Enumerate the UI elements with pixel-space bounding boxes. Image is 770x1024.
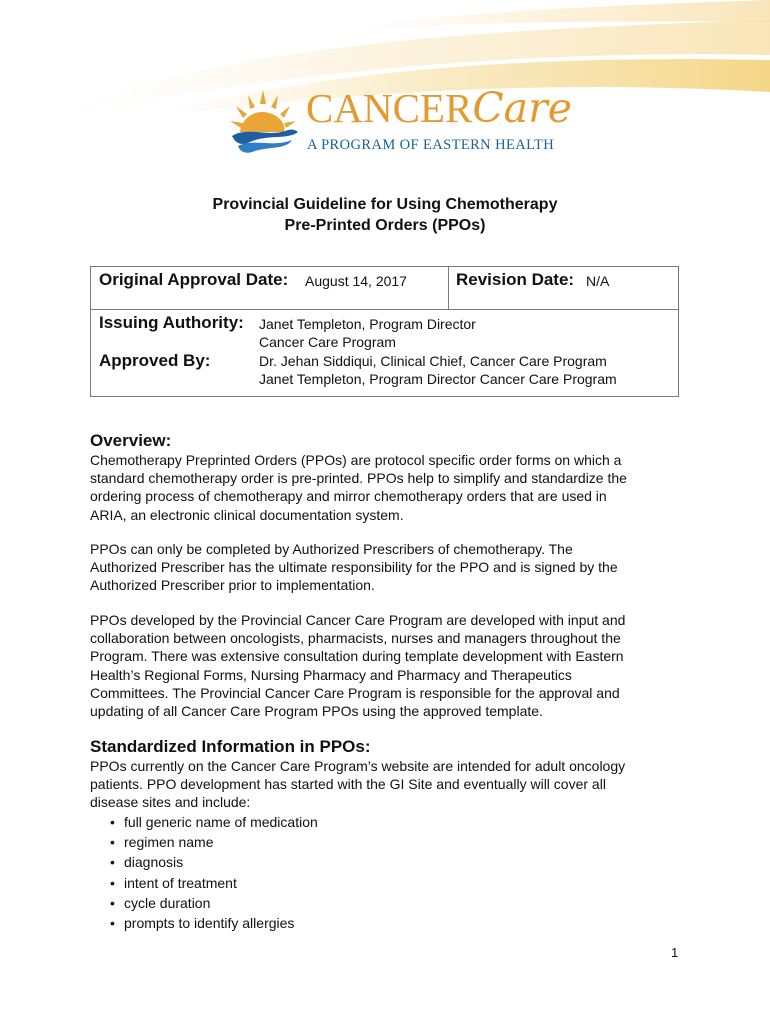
sun-wave-logo-icon bbox=[228, 86, 302, 156]
text-line: disease sites and include: bbox=[90, 794, 251, 811]
approved-by-line-2: Janet Templeton, Program Director Cancer Care Program bbox=[259, 371, 617, 387]
bullet-icon: • bbox=[110, 874, 115, 891]
issuing-authority-line-2: Cancer Care Program bbox=[259, 334, 396, 350]
standardized-info-heading: Standardized Information in PPOs: bbox=[90, 737, 371, 756]
bullet-icon: • bbox=[110, 894, 115, 911]
text-line: Authorized Prescriber has the ultimate responsibility for the PPO and is signed by the bbox=[90, 559, 618, 576]
info-box-column-divider bbox=[448, 267, 449, 309]
text-line: ARIA, an electronic clinical documentation system. bbox=[90, 506, 404, 523]
text-line: Chemotherapy Preprinted Orders (PPOs) are protocol specific order forms on which a bbox=[90, 452, 622, 468]
overview-paragraph-3 bbox=[90, 611, 690, 720]
bullet-icon: • bbox=[110, 915, 115, 932]
logo-tagline: A PROGRAM OF EASTERN HEALTH bbox=[307, 137, 555, 153]
logo-wordmark bbox=[306, 84, 572, 132]
list-item bbox=[110, 812, 318, 832]
bullet-icon: • bbox=[110, 814, 115, 830]
info-box-divider bbox=[91, 309, 678, 310]
list-item-text: prompts to identify allergies bbox=[124, 915, 295, 932]
approval-date-value: August 14, 2017 bbox=[305, 273, 407, 289]
text-line: updating of all Cancer Care Program PPOs using the approved template. bbox=[90, 703, 543, 720]
logo-word-cancer: CANCER bbox=[306, 85, 473, 131]
text-line: PPOs currently on the Cancer Care Program’s website are intended for adult oncology bbox=[90, 758, 626, 774]
letterhead bbox=[0, 0, 770, 170]
approved-by-line-1: Dr. Jehan Siddiqui, Clinical Chief, Cancer Care Program bbox=[259, 353, 607, 369]
overview-heading: Overview: bbox=[90, 431, 172, 450]
title-line-1: Provincial Guideline for Using Chemotherapy bbox=[212, 196, 558, 213]
issuing-authority-line-1: Janet Templeton, Program Director bbox=[259, 316, 476, 332]
text-line: Committees. The Provincial Cancer Care Program is responsible for the approval and bbox=[90, 684, 620, 701]
text-line: patients. PPO development has started with the GI Site and eventually will cover all bbox=[90, 776, 606, 793]
list-item bbox=[110, 913, 318, 933]
revision-date-value: N/A bbox=[586, 273, 610, 289]
approval-date-label: Original Approval Date: bbox=[99, 270, 289, 289]
list-item bbox=[110, 893, 318, 913]
standardized-info-list bbox=[110, 812, 318, 933]
page-number: 1 bbox=[671, 945, 679, 960]
text-line: PPOs can only be completed by Authorized Prescribers of chemotherapy. The bbox=[90, 541, 573, 557]
list-item-text: cycle duration bbox=[124, 894, 211, 911]
text-line: collaboration between oncologists, pharmacists, nurses and managers throughout the bbox=[90, 630, 621, 647]
text-line: PPOs developed by the Provincial Cancer Care Program are developed with input and bbox=[90, 612, 626, 628]
bullet-icon: • bbox=[110, 834, 115, 851]
text-line: Health’s Regional Forms, Nursing Pharmacy and Pharmacy and Therapeutics bbox=[90, 666, 572, 683]
list-item-text: intent of treatment bbox=[124, 874, 237, 891]
issuing-authority-label: Issuing Authority: bbox=[99, 313, 244, 332]
title-line-2: Pre-Printed Orders (PPOs) bbox=[284, 217, 486, 234]
standardized-info-paragraph bbox=[90, 757, 690, 812]
bullet-icon: • bbox=[110, 854, 115, 871]
text-line: ordering process of chemotherapy and mirror chemotherapy orders that are used in bbox=[90, 488, 607, 505]
overview-paragraph-1 bbox=[90, 451, 690, 524]
list-item-text: regimen name bbox=[124, 834, 214, 851]
text-line: standard chemotherapy order is pre-printed. PPOs help to simplify and standardize the bbox=[90, 470, 627, 487]
text-line: Authorized Prescriber prior to implementation. bbox=[90, 577, 375, 594]
document-title bbox=[0, 194, 770, 236]
list-item bbox=[110, 873, 318, 893]
logo-word-care: Care bbox=[472, 84, 572, 132]
list-item-text: diagnosis bbox=[124, 854, 184, 871]
overview-paragraph-2 bbox=[90, 540, 690, 595]
text-line: Program. There was extensive consultation during template development with Eastern bbox=[90, 648, 624, 665]
approval-info-box bbox=[90, 266, 679, 397]
approved-by-label: Approved By: bbox=[99, 351, 211, 370]
list-item-text: full generic name of medication bbox=[124, 814, 318, 830]
list-item bbox=[110, 832, 318, 852]
list-item bbox=[110, 852, 318, 872]
revision-date-label: Revision Date: bbox=[456, 270, 575, 289]
